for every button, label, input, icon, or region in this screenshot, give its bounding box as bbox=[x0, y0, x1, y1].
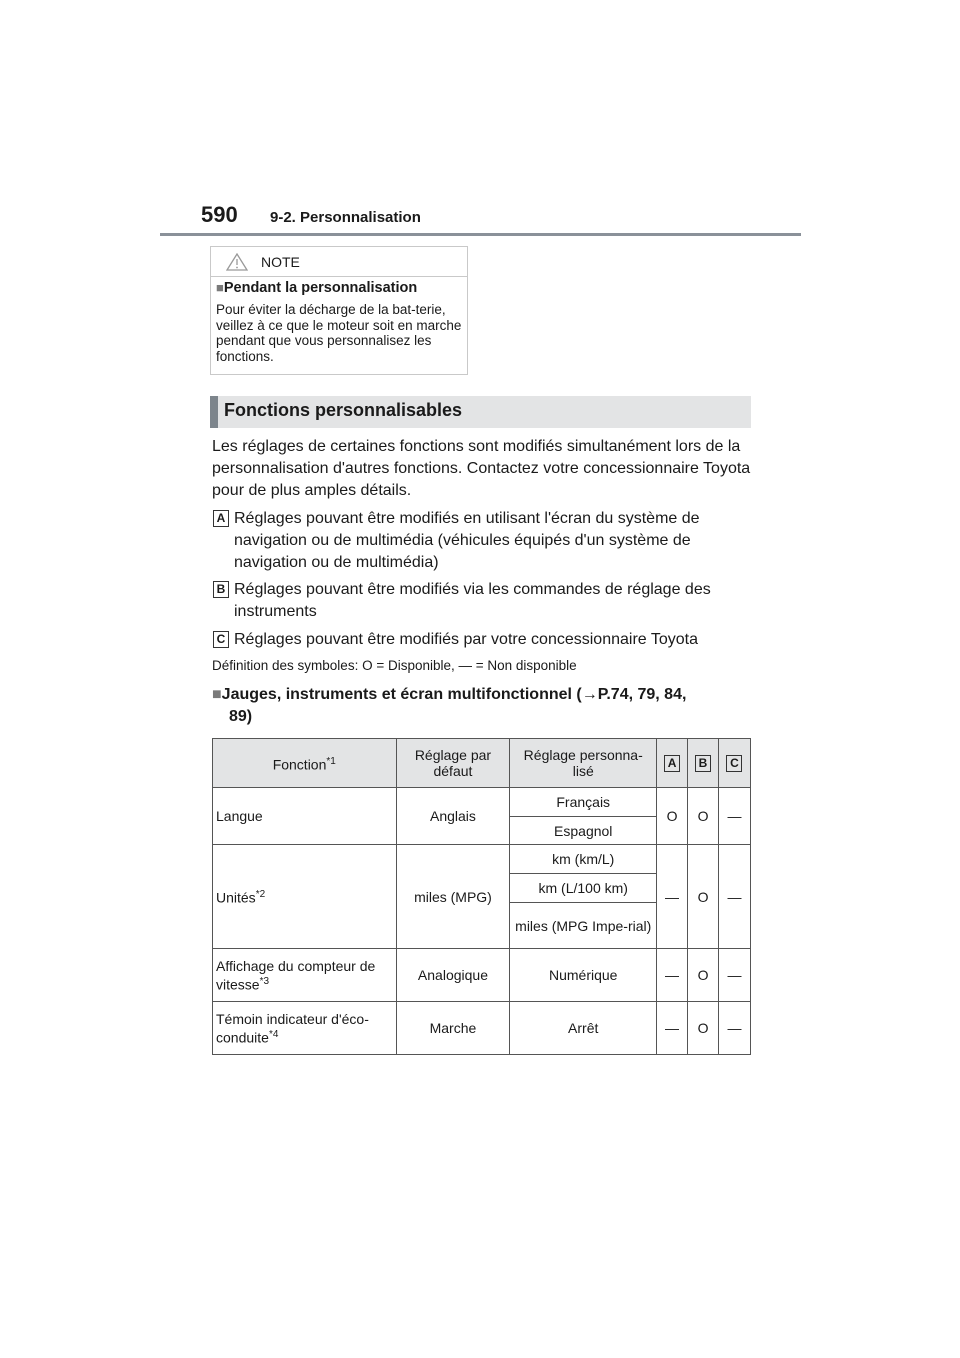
header-custom: Réglage personna-lisé bbox=[510, 739, 657, 788]
row-compteur-name: Affichage du compteur de vitesse$^{*3}$ bbox=[213, 949, 397, 1002]
page-number: 590 bbox=[201, 202, 238, 227]
row-unites-b: O bbox=[688, 845, 719, 949]
note-body: Pour éviter la décharge de la bat-terie, veillez à ce que le moteur soit en marche pendant que vous personnalisez les fonctions. bbox=[216, 302, 462, 364]
row-eco-name: Témoin indicateur d'éco-conduite$^{*4}$ bbox=[213, 1002, 397, 1055]
row-langue-name: Langue bbox=[213, 788, 397, 845]
section-title: Fonctions personnalisables bbox=[224, 400, 463, 420]
square-bullet-icon: ■ bbox=[216, 280, 224, 295]
row-compteur-c: — bbox=[718, 949, 750, 1002]
square-bullet-icon: ■ bbox=[212, 686, 222, 703]
row-langue-default: Anglais bbox=[396, 788, 510, 845]
row-unites-option: km (L/100 km) bbox=[510, 874, 657, 903]
letter-b-badge: B bbox=[213, 581, 229, 598]
row-unites-option: km (km/L) bbox=[510, 845, 657, 874]
row-unites-option: miles (MPG Impe-rial) bbox=[510, 903, 657, 949]
chapter-title: 9-2. Personnalisation bbox=[270, 209, 421, 226]
item-text: Réglages pouvant être modifiés via les commandes de réglage des instruments bbox=[234, 581, 711, 620]
row-eco-a: — bbox=[657, 1002, 688, 1055]
row-unites-c: — bbox=[718, 845, 750, 949]
note-header bbox=[211, 247, 467, 277]
row-compteur-default: Analogique bbox=[396, 949, 510, 1002]
row-unites-default: miles (MPG) bbox=[396, 845, 510, 949]
row-eco-c: — bbox=[718, 1002, 750, 1055]
symbol-legend: Définition des symboles: O = Disponible, — = Non disponible bbox=[212, 658, 577, 673]
table-row bbox=[213, 788, 751, 817]
row-langue-option: Français bbox=[510, 788, 657, 817]
row-compteur-b: O bbox=[688, 949, 719, 1002]
item-text: Réglages pouvant être modifiés par votre concessionnaire Toyota bbox=[234, 631, 698, 648]
table-row bbox=[213, 949, 751, 1002]
intro-paragraph: Les réglages de certaines fonctions sont modifiés simultanément lors de la personnalisation d'autres fonctions. Contactez votre concessionnaire Toyota pour de plus amples détails. bbox=[212, 438, 751, 499]
note-label: NOTE bbox=[261, 254, 300, 270]
table-row bbox=[213, 1002, 751, 1055]
functions-table bbox=[212, 738, 751, 1055]
row-langue-a: O bbox=[657, 788, 688, 845]
header-default: Réglage par défaut bbox=[396, 739, 510, 788]
row-compteur-option: Numérique bbox=[510, 949, 657, 1002]
header-b: B bbox=[688, 739, 719, 788]
section-heading bbox=[210, 396, 751, 428]
list-item bbox=[212, 508, 752, 574]
table-row bbox=[213, 845, 751, 874]
row-unites-name: Unités$^{*2}$ bbox=[213, 845, 397, 949]
list-item bbox=[212, 579, 752, 623]
letter-a-badge: A bbox=[213, 510, 229, 527]
header-c: C bbox=[718, 739, 750, 788]
row-unites-a: — bbox=[657, 845, 688, 949]
subsection-heading: ■Jauges, instruments et écran multifonctionnel (→P.74, 79, 84, 89) bbox=[212, 686, 687, 725]
letter-c-badge: C bbox=[213, 631, 229, 648]
header-rule bbox=[160, 233, 801, 236]
header-fonction: Fonction$^{*1}$ bbox=[213, 739, 397, 788]
note-title: ■Pendant la personnalisation bbox=[216, 280, 418, 296]
note-box bbox=[210, 246, 468, 375]
list-item bbox=[212, 629, 752, 651]
row-compteur-a: — bbox=[657, 949, 688, 1002]
table-header-row bbox=[213, 739, 751, 788]
row-eco-b: O bbox=[688, 1002, 719, 1055]
warning-icon bbox=[226, 253, 248, 271]
row-eco-option: Arrêt bbox=[510, 1002, 657, 1055]
row-langue-b: O bbox=[688, 788, 719, 845]
item-text: Réglages pouvant être modifiés en utilisant l'écran du système de navigation ou de multimédia (véhicules équipés d'un système de navigation ou de multimédia) bbox=[234, 510, 700, 571]
row-langue-c: — bbox=[718, 788, 750, 845]
row-langue-option: Espagnol bbox=[510, 817, 657, 845]
header-a: A bbox=[657, 739, 688, 788]
row-eco-default: Marche bbox=[396, 1002, 510, 1055]
